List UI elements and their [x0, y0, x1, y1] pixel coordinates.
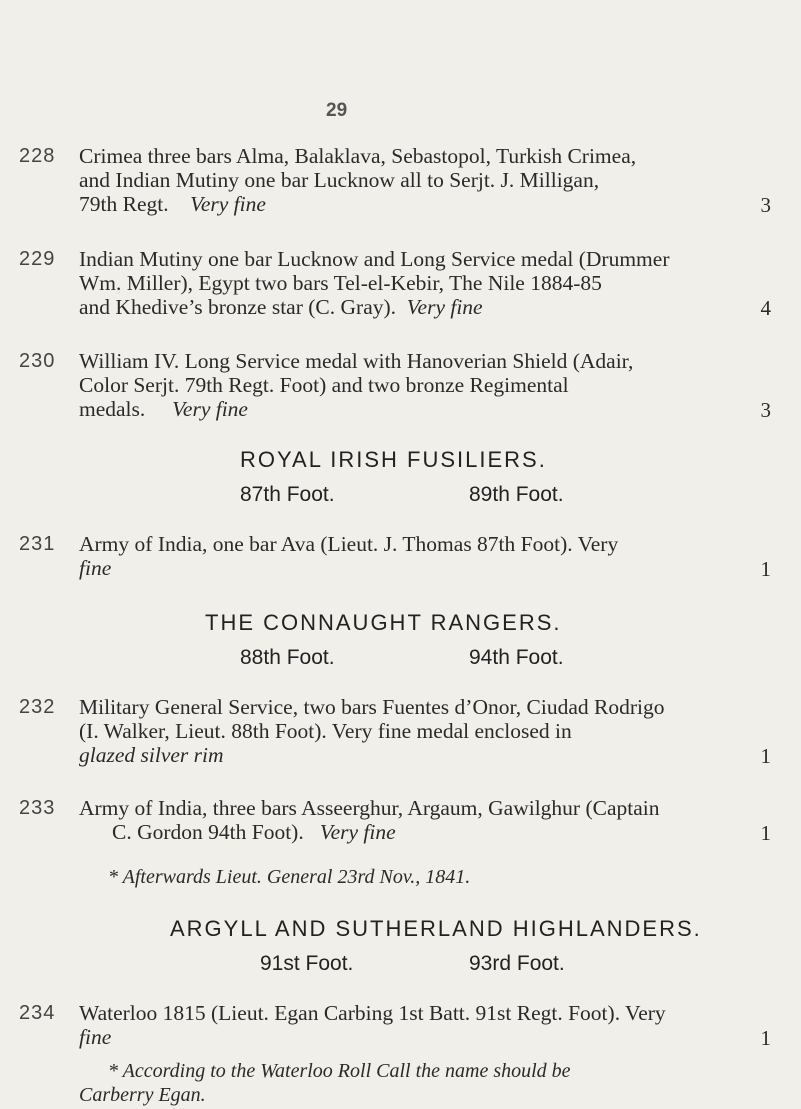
quantity: 1 — [760, 1026, 771, 1050]
footnote: * According to the Waterloo Roll Call the name should be — [108, 1060, 571, 1082]
lot-number: 233 — [19, 797, 56, 819]
lot-text-line: Army of India, one bar Ava (Lieut. J. Thomas 87th Foot). Very — [79, 532, 619, 556]
quantity: 1 — [760, 744, 771, 768]
lot-number: 232 — [19, 696, 56, 718]
lot-text-line: and Khedive’s bronze star (C. Gray). — [79, 295, 397, 319]
lot-text-line: (I. Walker, Lieut. 88th Foot). Very fine medal enclosed in — [79, 719, 572, 743]
lot-text-line: Crimea three bars Alma, Balaklava, Sebastopol, Turkish Crimea, — [79, 144, 637, 168]
footnote: Carberry Egan. — [79, 1084, 206, 1106]
condition: fine — [79, 1025, 112, 1049]
lot-text-line: and Indian Mutiny one bar Lucknow all to Serjt. J. Milligan, — [79, 168, 600, 192]
lot-text-line: Military General Service, two bars Fuentes d’Onor, Ciudad Rodrigo — [79, 695, 665, 719]
lot-number: 229 — [19, 248, 56, 270]
lot-text-line: Waterloo 1815 (Lieut. Egan Carbing 1st Batt. 91st Regt. Foot). Very — [79, 1001, 666, 1025]
lot-text-line: medals. — [79, 397, 146, 421]
lot-number: 230 — [19, 350, 56, 372]
section-heading: ARGYLL AND SUTHERLAND HIGHLANDERS. — [170, 916, 702, 941]
lot-text-line: Army of India, three bars Asseerghur, Argaum, Gawilghur (Captain — [79, 796, 660, 820]
lot-number: 234 — [19, 1002, 56, 1024]
lot-text-line: C. Gordon 94th Foot). — [112, 820, 304, 844]
section-sub-b: 94th Foot. — [469, 646, 564, 669]
section-sub-a: 88th Foot. — [240, 646, 335, 669]
page-number: 29 — [326, 100, 348, 121]
section-sub-a: 91st Foot. — [260, 952, 354, 975]
quantity: 3 — [760, 398, 771, 422]
section-heading: THE CONNAUGHT RANGERS. — [205, 610, 562, 635]
lot-text-line: Color Serjt. 79th Regt. Foot) and two bronze Regimental — [79, 373, 569, 397]
condition: fine — [79, 556, 112, 580]
quantity: 3 — [760, 193, 771, 217]
section-sub-b: 89th Foot. — [469, 483, 564, 506]
lot-number: 228 — [19, 145, 56, 167]
quantity: 1 — [760, 557, 771, 581]
lot-text-line: William IV. Long Service medal with Hanoverian Shield (Adair, — [79, 349, 634, 373]
lot-number: 231 — [19, 533, 56, 555]
condition: Very fine — [319, 820, 396, 844]
condition: Very fine — [406, 295, 483, 319]
condition: Very fine — [190, 192, 266, 216]
lot-text-line: 79th Regt. — [79, 192, 169, 216]
condition: Very fine — [172, 397, 248, 421]
lot-text-line: Wm. Miller), Egypt two bars Tel-el-Kebir, The Nile 1884-85 — [79, 271, 602, 295]
condition: glazed silver rim — [79, 743, 224, 767]
quantity: 4 — [760, 296, 771, 320]
footnote: * Afterwards Lieut. General 23rd Nov., 1841. — [108, 866, 471, 888]
section-heading: ROYAL IRISH FUSILIERS. — [240, 447, 547, 472]
lot-text-line: Indian Mutiny one bar Lucknow and Long Service medal (Drummer — [79, 247, 670, 271]
section-sub-a: 87th Foot. — [240, 483, 335, 506]
section-sub-b: 93rd Foot. — [469, 952, 565, 975]
quantity: 1 — [760, 821, 771, 845]
